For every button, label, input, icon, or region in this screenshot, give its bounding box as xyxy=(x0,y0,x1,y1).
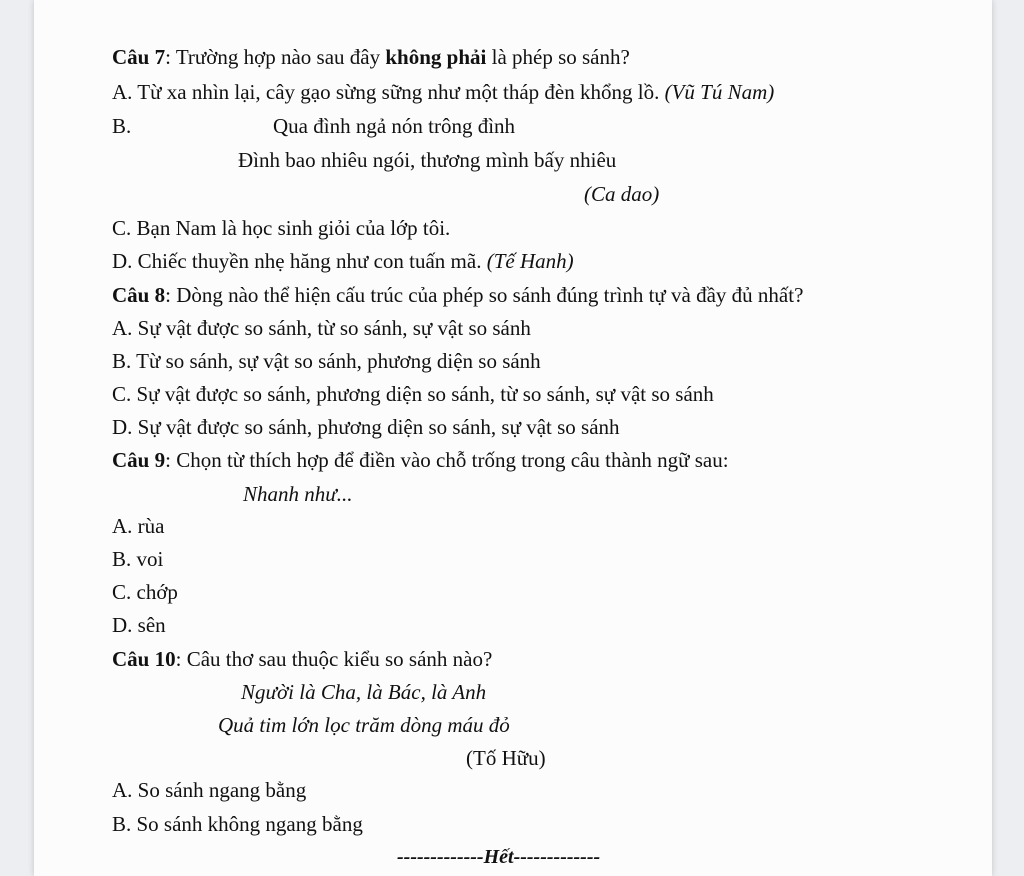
question-7-option-d-author: (Tế Hanh) xyxy=(486,249,574,273)
question-7-option-b-label: B. xyxy=(112,114,132,138)
question-7 xyxy=(112,44,630,70)
question-8-option-c: C. Sự vật được so sánh, phương diện so sánh, từ so sánh, sự vật so sánh xyxy=(112,382,714,406)
question-8-option-a: A. Sự vật được so sánh, từ so sánh, sự vật so sánh xyxy=(112,316,531,340)
question-9-option-a: A. rùa xyxy=(112,514,165,538)
end-marker: -------------Hết------------- xyxy=(397,846,601,868)
question-7-option-c: C. Bạn Nam là học sinh giỏi của lớp tôi. xyxy=(112,216,451,240)
question-8 xyxy=(112,282,803,308)
question-10 xyxy=(112,646,492,672)
question-9-text: : Chọn từ thích hợp để điền vào chỗ trống trong câu thành ngữ sau: xyxy=(165,448,729,472)
question-7-option-b-poem-line-2: Đình bao nhiêu ngói, thương mình bấy nhiêu xyxy=(238,148,617,172)
question-8-text: : Dòng nào thể hiện cấu trúc của phép so sánh đúng trình tự và đầy đủ nhất? xyxy=(165,283,804,307)
question-7-text-end: là phép so sánh? xyxy=(486,45,630,69)
question-7-option-d-text: D. Chiếc thuyền nhẹ hăng như con tuấn mã. xyxy=(112,249,487,273)
question-8-number: Câu 8 xyxy=(112,283,166,307)
question-7-option-d xyxy=(112,248,574,274)
question-10-poem-line-2: Quả tim lớn lọc trăm dòng máu đỏ xyxy=(218,713,510,737)
question-9-option-c: C. chớp xyxy=(112,580,178,604)
question-7-option-a xyxy=(112,79,774,105)
question-8-option-d: D. Sự vật được so sánh, phương diện so sánh, sự vật so sánh xyxy=(112,415,620,439)
question-9 xyxy=(112,447,729,473)
question-7-number: Câu 7 xyxy=(112,45,166,69)
question-10-source: (Tố Hữu) xyxy=(466,746,546,770)
question-7-option-b-source: (Ca dao) xyxy=(584,182,660,206)
question-7-text-start: : Trường hợp nào sau đây xyxy=(165,45,386,69)
question-9-idiom: Nhanh như... xyxy=(243,482,353,506)
question-10-text: : Câu thơ sau thuộc kiểu so sánh nào? xyxy=(175,647,493,671)
question-9-number: Câu 9 xyxy=(112,448,166,472)
question-10-poem-line-1: Người là Cha, là Bác, là Anh xyxy=(241,680,487,704)
question-9-option-b: B. voi xyxy=(112,547,164,571)
question-10-number: Câu 10 xyxy=(112,647,176,671)
question-7-option-a-text: A. Từ xa nhìn lại, cây gạo sừng sững như một tháp đèn khổng lồ. xyxy=(112,80,665,104)
question-7-option-a-author: (Vũ Tú Nam) xyxy=(664,80,775,104)
question-7-option-b-poem-line-1: Qua đình ngả nón trông đình xyxy=(273,114,516,138)
question-9-option-d: D. sên xyxy=(112,613,166,637)
question-10-option-b: B. So sánh không ngang bằng xyxy=(112,812,363,836)
question-10-option-a: A. So sánh ngang bằng xyxy=(112,778,307,802)
question-8-option-b: B. Từ so sánh, sự vật so sánh, phương diện so sánh xyxy=(112,349,541,373)
question-7-emphasis: không phải xyxy=(385,45,487,69)
